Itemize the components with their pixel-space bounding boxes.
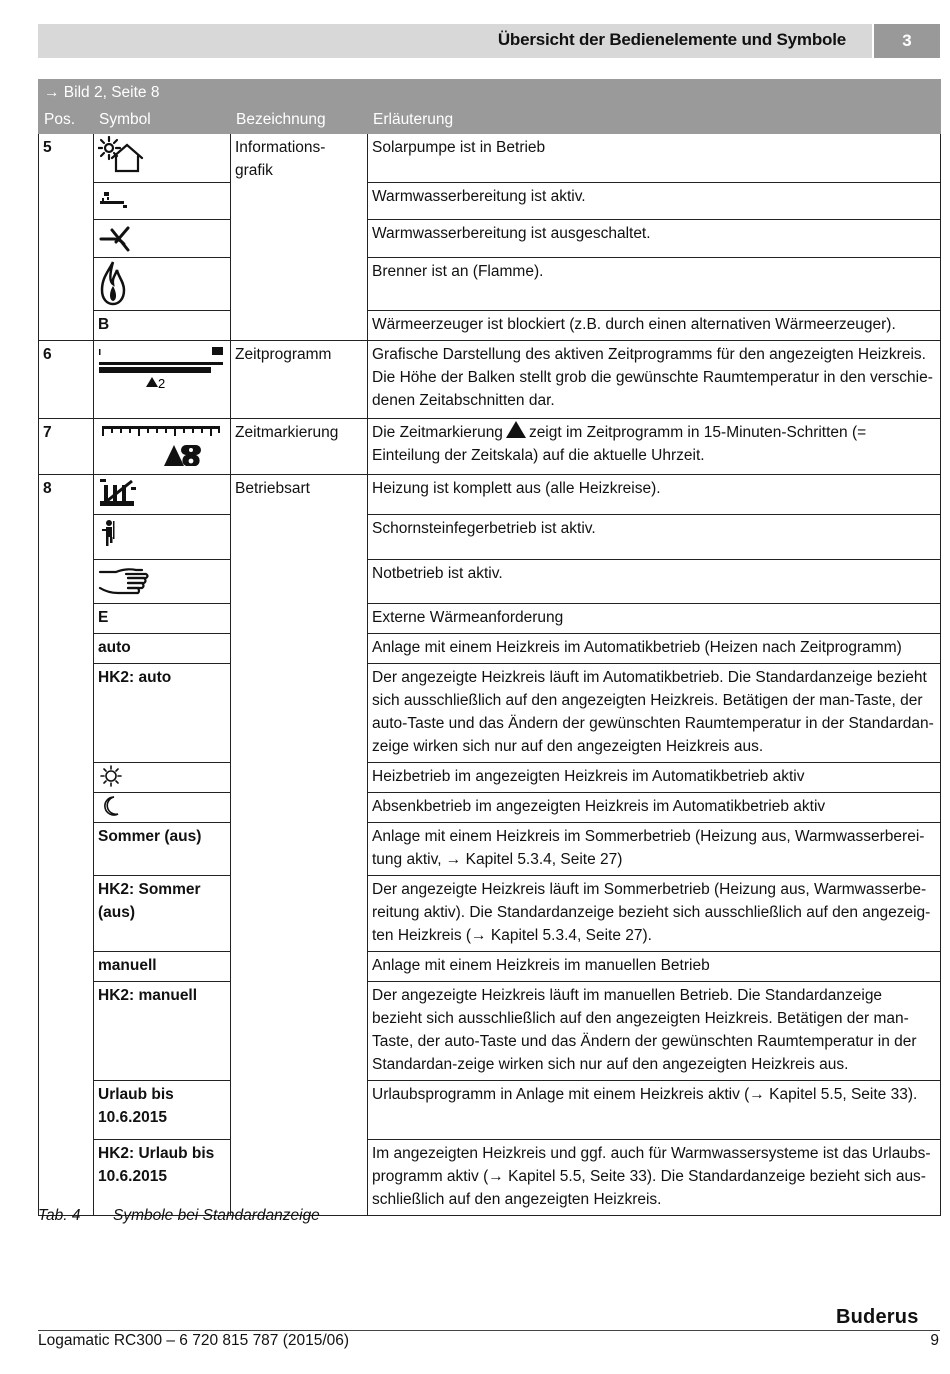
tap-drip-icon xyxy=(98,185,132,211)
explanation-cell: Anlage mit einem Heizkreis im Sommerbetrieb (Heizung aus, Warmwasserberei-tung aktiv, → Kapitel 5.3.4, Seite 27) xyxy=(368,823,941,876)
explanation-text-part: Die Zeitmarkierung xyxy=(372,424,503,441)
table-row xyxy=(39,952,941,982)
explanation-cell: Anlage mit einem Heizkreis im manuellen Betrieb xyxy=(368,952,941,982)
time-program-circuit-number: 2 xyxy=(158,376,166,391)
explanation-cell: Anlage mit einem Heizkreis im Automatikbetrieb (Heizen nach Zeitprogramm) xyxy=(368,634,941,664)
explanation-cell: Notbetrieb ist aktiv. xyxy=(368,560,941,604)
symbol-text-cell: HK2: Urlaub bis 10.6.2015 xyxy=(94,1140,231,1216)
table-row xyxy=(39,763,941,793)
designation-cell: Zeitmarkierung xyxy=(231,419,368,475)
footer-divider xyxy=(38,1330,940,1331)
explanation-cell: Externe Wärmeanforderung xyxy=(368,604,941,634)
explanation-cell: Heizbetrieb im angezeigten Heizkreis im Automatikbetrieb aktiv xyxy=(368,763,941,793)
tap-off-icon xyxy=(98,222,138,252)
table-row xyxy=(39,1140,941,1216)
time-scale-marker-icon xyxy=(98,421,226,469)
explanation-cell: Schornsteinfegerbetrieb ist aktiv. xyxy=(368,515,941,560)
document-identifier: Logamatic RC300 – 6 720 815 787 (2015/06) xyxy=(38,1332,350,1349)
chapter-number: 3 xyxy=(874,24,940,58)
symbol-cell xyxy=(94,220,231,258)
table-row xyxy=(39,220,941,258)
table-row xyxy=(39,664,941,763)
designation-cell: Betriebsart xyxy=(231,475,368,1216)
position-number: 8 xyxy=(39,475,94,1216)
explanation-cell: Brenner ist an (Flamme). xyxy=(368,258,941,311)
header-bar xyxy=(38,24,872,58)
symbol-text-cell: B xyxy=(94,311,231,341)
table-row xyxy=(39,634,941,664)
explanation-cell: Heizung ist komplett aus (alle Heizkreise). xyxy=(368,475,941,515)
symbol-text-cell: Sommer (aus) xyxy=(94,823,231,876)
table-row xyxy=(39,515,941,560)
table-caption xyxy=(38,1207,320,1225)
explanation-cell: Der angezeigte Heizkreis läuft im manuellen Betrieb. Die Standardanzeige bezieht sich ausschließlich auf den angezeigten Heizkreis. Betätigen der man-Taste, der auto-Taste und das Ändern der gewünschten Raumtemperatur in der Standardan-zeige wirken sich nur auf den angezeigten Heizkreis aus. xyxy=(368,982,941,1081)
table-row xyxy=(39,604,941,634)
symbol-text-cell: Urlaub bis 10.6.2015 xyxy=(94,1081,231,1140)
sun-house-icon xyxy=(98,136,144,176)
symbol-text-cell: E xyxy=(94,604,231,634)
table-header-row xyxy=(39,107,941,134)
explanation-cell: Wärmeerzeuger ist blockiert (z.B. durch einen alternativen Wärmeerzeuger). xyxy=(368,311,941,341)
column-header-symbol: Symbol xyxy=(94,107,231,134)
table-row xyxy=(39,560,941,604)
symbol-text-cell: HK2: auto xyxy=(94,664,231,763)
heating-off-icon xyxy=(98,477,138,509)
symbol-cell xyxy=(94,793,231,823)
chimney-sweep-icon xyxy=(98,517,120,549)
table-reference-row xyxy=(39,80,941,107)
symbol-cell xyxy=(94,560,231,604)
table-row xyxy=(39,982,941,1081)
designation-cell: Informations-grafik xyxy=(231,134,368,341)
symbol-cell xyxy=(94,763,231,793)
explanation-cell: Warmwasserbereitung ist aktiv. xyxy=(368,183,941,220)
designation-cell: Zeitprogramm xyxy=(231,341,368,419)
symbol-text-cell: auto xyxy=(94,634,231,664)
table-row xyxy=(39,793,941,823)
symbol-cell xyxy=(94,475,231,515)
explanation-cell: Solarpumpe ist in Betrieb xyxy=(368,134,941,183)
symbol-cell xyxy=(94,183,231,220)
explanation-cell: Grafische Darstellung des aktiven Zeitprogramms für den angezeigten Heizkreis. Die Höhe der Balken stellt grob die gewünschte Raumtemperatur in den verschie-denen Zeitabschnitten dar. xyxy=(368,341,941,419)
explanation-cell: Im angezeigten Heizkreis und ggf. auch für Warmwassersysteme ist das Urlaubs-programm aktiv (→ Kapitel 5.5, Seite 33). Die Standardanzeige bezieht sich aus-schließlich auf den angezeigten Heizkreis. xyxy=(368,1140,941,1216)
position-number: 7 xyxy=(39,419,94,475)
table-caption-number: Tab. 4 xyxy=(38,1207,81,1224)
explanation-text-part: zeigt im Zeitprogramm in 15-Minuten-Schritten (= Einteilung der Zeitskala) auf die aktuelle Uhrzeit. xyxy=(372,424,867,464)
explanation-cell xyxy=(368,419,941,475)
time-program-bar-icon xyxy=(98,343,226,391)
table-row xyxy=(39,258,941,311)
table-row xyxy=(39,876,941,952)
brand-logo: Buderus xyxy=(836,1306,919,1328)
symbol-cell xyxy=(94,258,231,311)
explanation-cell: Warmwasserbereitung ist ausgeschaltet. xyxy=(368,220,941,258)
time-marker-triangle-icon xyxy=(506,421,526,438)
symbol-cell xyxy=(94,419,231,475)
figure-reference: → Bild 2, Seite 8 xyxy=(39,80,941,107)
column-header-pos: Pos. xyxy=(39,107,94,134)
hand-icon xyxy=(98,562,152,596)
explanation-cell: Absenkbetrieb im angezeigten Heizkreis im Automatikbetrieb aktiv xyxy=(368,793,941,823)
table-caption-text: Symbole bei Standardanzeige xyxy=(113,1207,320,1224)
symbols-table xyxy=(38,79,941,1216)
explanation-cell: Der angezeigte Heizkreis läuft im Sommerbetrieb (Heizung aus, Warmwasserbe-reitung aktiv). Die Standardanzeige bezieht sich ausschließlich auf den angezeig-ten Heizkreis (→ Kapitel 5.3.4, Seite 27). xyxy=(368,876,941,952)
table-row xyxy=(39,311,941,341)
table-row xyxy=(39,823,941,876)
table-row xyxy=(39,419,941,475)
position-number: 5 xyxy=(39,134,94,341)
table-row xyxy=(39,341,941,419)
table-row xyxy=(39,183,941,220)
moon-icon xyxy=(98,795,124,817)
table-row xyxy=(39,475,941,515)
page-section-title: Übersicht der Bedienelemente und Symbole xyxy=(497,30,846,49)
symbol-text-cell: manuell xyxy=(94,952,231,982)
position-number: 6 xyxy=(39,341,94,419)
symbol-cell xyxy=(94,515,231,560)
column-header-explanation: Erläuterung xyxy=(368,107,941,134)
column-header-name: Bezeichnung xyxy=(231,107,368,134)
symbol-text-cell: HK2: Sommer (aus) xyxy=(94,876,231,952)
flame-icon xyxy=(98,260,128,306)
sun-icon xyxy=(98,765,124,787)
explanation-cell: Urlaubsprogramm in Anlage mit einem Heizkreis aktiv (→ Kapitel 5.5, Seite 33). xyxy=(368,1081,941,1140)
symbol-cell xyxy=(94,134,231,183)
page-number: 9 xyxy=(930,1332,939,1349)
table-row xyxy=(39,1081,941,1140)
symbol-text-cell: HK2: manuell xyxy=(94,982,231,1081)
table-row xyxy=(39,134,941,183)
symbol-cell xyxy=(94,341,231,419)
explanation-cell: Der angezeigte Heizkreis läuft im Automatikbetrieb. Die Standardanzeige bezieht sich ausschließlich auf den angezeigten Heizkreis. Betätigen der man-Taste, der auto-Taste und das Ändern der gewünschten Raumtemperatur in der Standardan-zeige wirken sich nur auf den angezeigten Heizkreis aus. xyxy=(368,664,941,763)
